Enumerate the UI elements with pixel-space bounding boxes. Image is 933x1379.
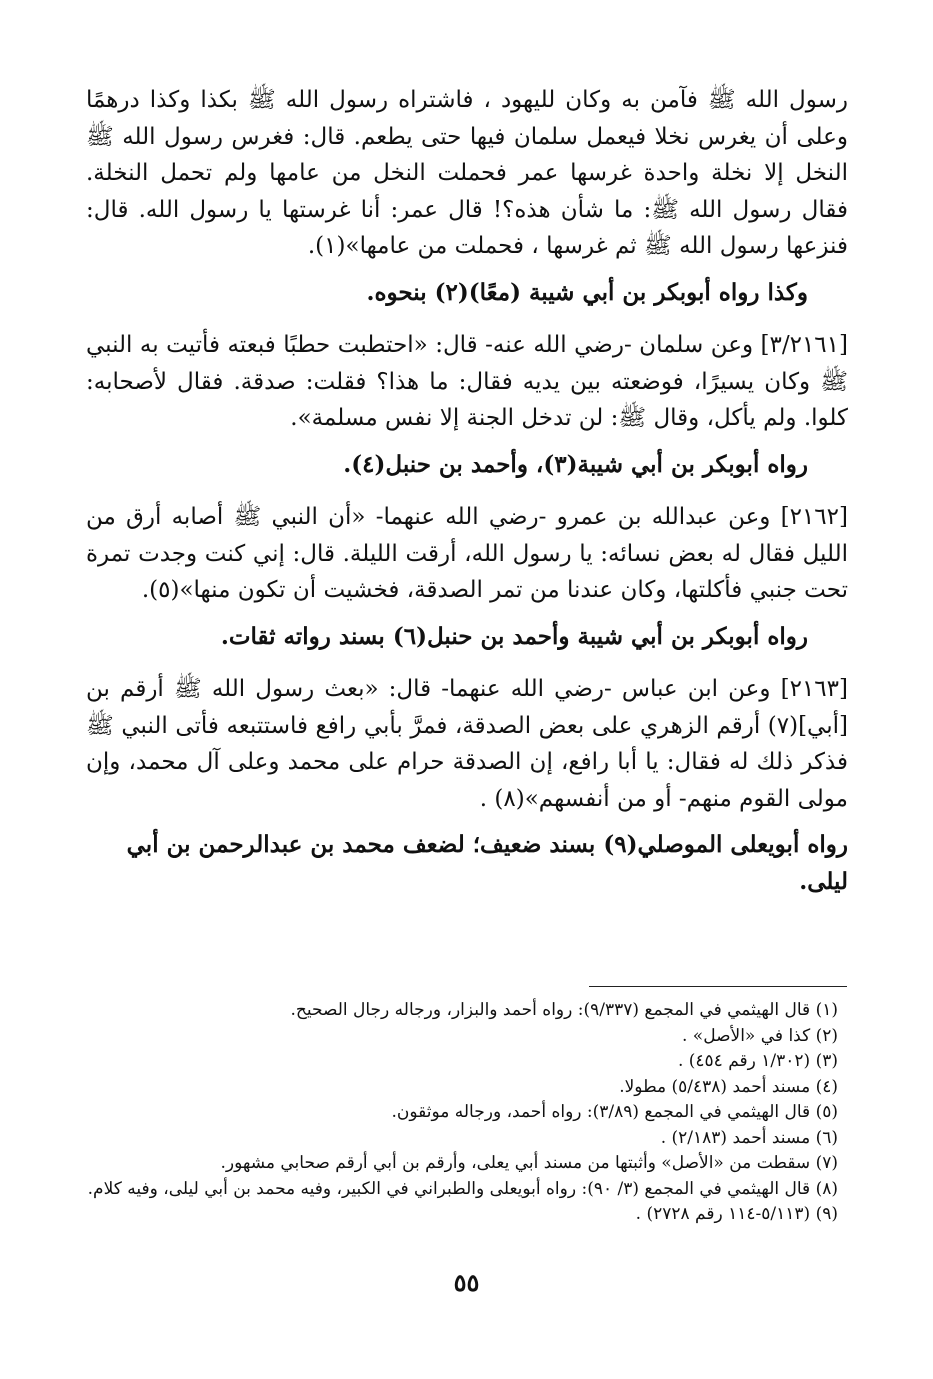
footnote-2: (٢) كذا في «الأصل» . bbox=[682, 1025, 838, 1046]
narration-note-2: رواه أبوبكر بن أبي شيبة(٣)، وأحمد بن حنبل(٤). bbox=[343, 450, 808, 478]
footnote-7: (٧) سقطت من «الأصل» وأثبتها من مسند أبي يعلى، وأرقم بن أبي أرقم صحابي مشهور. bbox=[220, 1153, 838, 1173]
footnote-divider bbox=[589, 986, 847, 987]
footnote-3: (٣) (١/٣٠٢ رقم ٤٥٤) . bbox=[677, 1051, 838, 1071]
footnote-9: (٩) (٥/١١٣-١١٤ رقم ٢٧٢٨) . bbox=[635, 1204, 838, 1224]
hadith-2163: [٢١٦٣] وعن ابن عباس -رضي الله عنهما- قال: «بعث رسول الله ﷺ أرقم بن [أبي](٧) أرقم الزهري على بعض الصدقة، فمرَّ بأبي رافع فاستتبعه فأتى النبي ﷺ فذكر ذلك له فقال: يا أبا رافع، إن الصدقة حرام على محمد وعلى آل محمد، وإن مولى القوم منهم- أو من أنفسهم»(٨) . bbox=[86, 676, 848, 812]
page-number: ٥٥ bbox=[453, 1268, 480, 1297]
narration-note-3: رواه أبوبكر بن أبي شيبة وأحمد بن حنبل(٦) بسند رواته ثقات. bbox=[220, 622, 808, 650]
hadith-2161: [٣/٢١٦١] وعن سلمان -رضي الله عنه- قال: «احتطبت حطبًا فبعته فأتيت به النبي ﷺ وكان يسيرًا، فوضعته بين يديه فقال: ما هذا؟ فقلت: صدقة. فقال لأصحابه: كلوا. ولم يأكل، وقال ﷺ: لن تدخل الجنة إلا نفس مسلمة». bbox=[86, 332, 848, 431]
footnote-1: (١) قال الهيثمي في المجمع (٩/٣٣٧): رواه أحمد والبزار، ورجاله رجال الصحيح. bbox=[290, 1000, 838, 1020]
paragraph-1: رسول الله ﷺ فآمن به وكان لليهود ، فاشتراه رسول الله ﷺ بكذا وكذا درهمًا وعلى أن يغرس نخلا فيعمل سلمان فيها حتى يطعم. قال: فغرس رسول الله ﷺ النخل إلا نخلة واحدة غرسها عمر فحملت النخل من عامها ولم تحمل النخلة. فقال رسول الله ﷺ: ما شأن هذه؟! قال عمر: أنا غرستها يا رسول الله. قال: فنزعها رسول الله ﷺ ثم غرسها ، فحملت من عامها»(١). bbox=[86, 87, 848, 259]
footnote-5: (٥) قال الهيثمي في المجمع (٣/٨٩): رواه أحمد، ورجاله موثقون. bbox=[391, 1102, 838, 1122]
narration-note-4: رواه أبويعلى الموصلي(٩) بسند ضعيف؛ لضعف محمد بن عبدالرحمن بن أبي ليلى. bbox=[126, 831, 848, 895]
hadith-2162: [٢١٦٢] وعن عبدالله بن عمرو -رضي الله عنهما- «أن النبي ﷺ أصابه أرق من الليل فقال له بعض نسائه: يا رسول الله، أرقت الليلة. قال: إني كنت وجدت تمرة تحت جنبي فأكلتها، وكان عندنا من تمر الصدقة، فخشيت أن تكون منها»(٥). bbox=[86, 504, 848, 603]
footnotes bbox=[86, 998, 838, 1228]
narration-note-1: وكذا رواه أبوبكر بن أبي شيبة (معًا)(٢) بنحوه. bbox=[366, 278, 808, 306]
footnote-6: (٦) مسند أحمد (٢/١٨٣) . bbox=[660, 1127, 838, 1148]
footnote-8: (٨) قال الهيثمي في المجمع (٣/ ٩٠): رواه أبويعلى والطبراني في الكبير، وفيه محمد بن أبي ليلى، وفيه كلام. bbox=[87, 1178, 838, 1199]
main-text bbox=[86, 82, 848, 900]
footnote-4: (٤) مسند أحمد (٥/٤٣٨) مطولا. bbox=[619, 1076, 838, 1097]
